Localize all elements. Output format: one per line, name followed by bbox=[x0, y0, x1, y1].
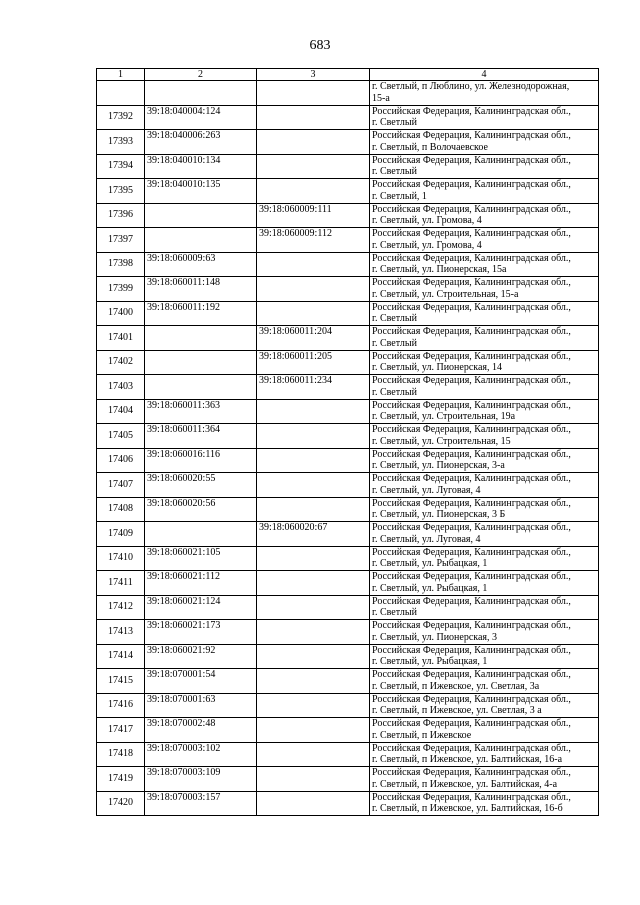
cadastral-number-col2: 39:18:070002:48 bbox=[145, 718, 257, 743]
address-line-1: Российская Федерация, Калининградская обл., bbox=[372, 693, 571, 705]
cadastral-number-col3 bbox=[257, 424, 370, 449]
cadastral-number-col2 bbox=[145, 522, 257, 547]
record-number: 17392 bbox=[97, 105, 145, 130]
record-number: 17409 bbox=[97, 522, 145, 547]
table-row bbox=[97, 522, 599, 547]
record-number: 17399 bbox=[97, 277, 145, 302]
table-row bbox=[97, 252, 599, 277]
cadastral-number-col3 bbox=[257, 571, 370, 596]
record-number: 17400 bbox=[97, 301, 145, 326]
address-line-2: г. Светлый, п Ижевское, ул. Балтийская, 16-а bbox=[372, 754, 563, 766]
table-row bbox=[97, 473, 599, 498]
table-row bbox=[97, 546, 599, 571]
table-row bbox=[97, 154, 599, 179]
cadastral-number-col3 bbox=[257, 277, 370, 302]
address-line-1: Российская Федерация, Калининградская обл., bbox=[372, 571, 571, 582]
cadastral-number-col2: 39:18:060021:124 bbox=[145, 595, 257, 620]
table-row bbox=[97, 718, 599, 743]
address-line-1: Российская Федерация, Калининградская обл., bbox=[372, 375, 571, 386]
cadastral-number-col3 bbox=[257, 179, 370, 204]
cadastral-number-col3: 39:18:060011:204 bbox=[257, 326, 370, 351]
address-cell bbox=[370, 179, 599, 204]
table-row bbox=[97, 595, 599, 620]
address-line-2: г. Светлый, п Ижевское bbox=[372, 729, 472, 741]
cadastral-number-col3 bbox=[257, 767, 370, 792]
cadastral-number-col2: 39:18:060020:55 bbox=[145, 473, 257, 498]
cadastral-number-col3: 39:18:060009:111 bbox=[257, 203, 370, 228]
address-line-2: г. Светлый, ул. Громова, 4 bbox=[372, 215, 482, 227]
record-number: 17412 bbox=[97, 595, 145, 620]
address-line-2: г. Светлый, ул. Строительная, 15-а bbox=[372, 288, 519, 300]
address-line-2: г. Светлый, ул. Строительная, 19а bbox=[372, 411, 516, 423]
address-line-2: г. Светлый, ул. Пионерская, 3 Б bbox=[372, 509, 506, 521]
address-line-2: г. Светлый, п Ижевское, ул. Светлая, 3а bbox=[372, 680, 540, 692]
address-cell bbox=[370, 448, 599, 473]
cadastral-number-col3 bbox=[257, 473, 370, 498]
cadastral-number-col3 bbox=[257, 154, 370, 179]
cadastral-number-col3 bbox=[257, 644, 370, 669]
address-line-2: г. Светлый bbox=[372, 386, 417, 398]
record-number: 17396 bbox=[97, 203, 145, 228]
column-header: 1 bbox=[97, 69, 145, 81]
record-number bbox=[97, 81, 145, 106]
address-cell bbox=[370, 620, 599, 645]
address-line-2: г. Светлый, п Ижевское, ул. Балтийская, 16-б bbox=[372, 803, 563, 815]
address-cell bbox=[370, 203, 599, 228]
table-row bbox=[97, 791, 599, 816]
cadastral-number-col2: 39:18:060021:173 bbox=[145, 620, 257, 645]
address-line-2: г. Светлый, 1 bbox=[372, 190, 427, 202]
address-line-1: Российская Федерация, Калининградская обл., bbox=[372, 595, 571, 607]
address-line-1: Российская Федерация, Калининградская обл., bbox=[372, 252, 571, 264]
record-number: 17406 bbox=[97, 448, 145, 473]
record-number: 17415 bbox=[97, 669, 145, 694]
cadastral-number-col3: 39:18:060020:67 bbox=[257, 522, 370, 547]
table-row bbox=[97, 130, 599, 155]
address-cell bbox=[370, 375, 599, 400]
cadastral-number-col2: 39:18:060011:192 bbox=[145, 301, 257, 326]
record-number: 17404 bbox=[97, 399, 145, 424]
address-line-1: Российская Федерация, Калининградская обл., bbox=[372, 424, 571, 435]
address-line-2: г. Светлый, ул. Рыбацкая, 1 bbox=[372, 558, 488, 570]
address-line-2: г. Светлый bbox=[372, 313, 417, 325]
cadastral-number-col2: 39:18:070001:54 bbox=[145, 669, 257, 694]
cadastral-number-col2: 39:18:070001:63 bbox=[145, 693, 257, 718]
address-line-1: Российская Федерация, Калининградская обл., bbox=[372, 669, 571, 680]
registry-table-body bbox=[97, 69, 599, 816]
address-line-1: Российская Федерация, Калининградская обл., bbox=[372, 301, 571, 313]
cadastral-number-col3: 39:18:060009:112 bbox=[257, 228, 370, 253]
address-cell bbox=[370, 546, 599, 571]
cadastral-number-col2: 39:18:060021:105 bbox=[145, 546, 257, 571]
address-line-1: Российская Федерация, Калининградская обл., bbox=[372, 154, 571, 166]
table-header-row bbox=[97, 69, 599, 81]
cadastral-number-col3 bbox=[257, 669, 370, 694]
record-number: 17419 bbox=[97, 767, 145, 792]
record-number: 17413 bbox=[97, 620, 145, 645]
address-line-1: Российская Федерация, Калининградская обл., bbox=[372, 105, 571, 117]
record-number: 17420 bbox=[97, 791, 145, 816]
address-line-1: Российская Федерация, Калининградская обл., bbox=[372, 277, 571, 288]
cadastral-number-col3 bbox=[257, 252, 370, 277]
cadastral-number-col3 bbox=[257, 595, 370, 620]
address-cell bbox=[370, 693, 599, 718]
address-line-2: г. Светлый, п Ижевское, ул. Светлая, 3 а bbox=[372, 705, 542, 717]
table-row bbox=[97, 326, 599, 351]
address-cell bbox=[370, 399, 599, 424]
address-line-2: г. Светлый, ул. Рыбацкая, 1 bbox=[372, 656, 488, 668]
cadastral-number-col3: 39:18:060011:205 bbox=[257, 350, 370, 375]
cadastral-number-col2 bbox=[145, 203, 257, 228]
address-line-2: г. Светлый, п Ижевское, ул. Балтийская, 4-а bbox=[372, 778, 558, 790]
column-header: 3 bbox=[257, 69, 370, 81]
address-line-1: Российская Федерация, Калининградская обл., bbox=[372, 350, 571, 362]
address-line-2: г. Светлый, ул. Луговая, 4 bbox=[372, 533, 481, 545]
table-row bbox=[97, 424, 599, 449]
address-cell bbox=[370, 644, 599, 669]
address-line-1: г. Светлый, п Люблино, ул. Железнодорожная, bbox=[372, 81, 570, 92]
cadastral-number-col2: 39:18:070003:157 bbox=[145, 791, 257, 816]
cadastral-number-col2: 39:18:060020:56 bbox=[145, 497, 257, 522]
table-row bbox=[97, 767, 599, 792]
record-number: 17408 bbox=[97, 497, 145, 522]
cadastral-number-col2: 39:18:040004:124 bbox=[145, 105, 257, 130]
address-cell bbox=[370, 105, 599, 130]
cadastral-number-col2 bbox=[145, 375, 257, 400]
address-line-2: г. Светлый bbox=[372, 607, 417, 619]
address-cell bbox=[370, 228, 599, 253]
cadastral-number-col3 bbox=[257, 130, 370, 155]
cadastral-number-col2: 39:18:060016:116 bbox=[145, 448, 257, 473]
address-line-1: Российская Федерация, Калининградская обл., bbox=[372, 546, 571, 558]
cadastral-number-col3 bbox=[257, 399, 370, 424]
cadastral-number-col3 bbox=[257, 718, 370, 743]
record-number: 17418 bbox=[97, 742, 145, 767]
address-line-1: Российская Федерация, Калининградская обл., bbox=[372, 522, 571, 533]
table-row bbox=[97, 228, 599, 253]
address-line-1: Российская Федерация, Калининградская обл., bbox=[372, 497, 571, 509]
address-cell bbox=[370, 595, 599, 620]
address-line-2: г. Светлый, ул. Пионерская, 3 bbox=[372, 631, 498, 643]
address-line-2: г. Светлый, ул. Пионерская, 15а bbox=[372, 264, 507, 276]
table-row bbox=[97, 448, 599, 473]
cadastral-number-col2: 39:18:060011:363 bbox=[145, 399, 257, 424]
address-line-1: Российская Федерация, Калининградская обл., bbox=[372, 620, 571, 631]
cadastral-number-col2: 39:18:060011:148 bbox=[145, 277, 257, 302]
cadastral-number-col3 bbox=[257, 105, 370, 130]
table-row bbox=[97, 350, 599, 375]
record-number: 17410 bbox=[97, 546, 145, 571]
table-row bbox=[97, 571, 599, 596]
table-row bbox=[97, 301, 599, 326]
address-line-1: Российская Федерация, Калининградская обл., bbox=[372, 203, 571, 215]
address-line-2: г. Светлый bbox=[372, 117, 417, 129]
record-number: 17405 bbox=[97, 424, 145, 449]
address-line-1: Российская Федерация, Калининградская обл., bbox=[372, 473, 571, 484]
address-cell bbox=[370, 154, 599, 179]
table-row bbox=[97, 399, 599, 424]
table-row bbox=[97, 693, 599, 718]
address-cell bbox=[370, 718, 599, 743]
cadastral-number-col3 bbox=[257, 301, 370, 326]
address-line-2: г. Светлый, ул. Рыбацкая, 1 bbox=[372, 582, 488, 594]
address-line-1: Российская Федерация, Калининградская обл., bbox=[372, 326, 571, 337]
cadastral-number-col3 bbox=[257, 546, 370, 571]
address-cell bbox=[370, 473, 599, 498]
address-line-2: 15-а bbox=[372, 92, 390, 104]
record-number: 17394 bbox=[97, 154, 145, 179]
address-cell bbox=[370, 571, 599, 596]
address-line-1: Российская Федерация, Калининградская обл., bbox=[372, 130, 571, 141]
table-row bbox=[97, 742, 599, 767]
cadastral-number-col2: 39:18:060009:63 bbox=[145, 252, 257, 277]
cadastral-number-col2: 39:18:040010:134 bbox=[145, 154, 257, 179]
cadastral-number-col3 bbox=[257, 742, 370, 767]
address-line-1: Российская Федерация, Калининградская обл., bbox=[372, 228, 571, 239]
record-number: 17401 bbox=[97, 326, 145, 351]
table-row bbox=[97, 620, 599, 645]
cadastral-number-col2 bbox=[145, 350, 257, 375]
cadastral-number-col3 bbox=[257, 791, 370, 816]
address-cell bbox=[370, 742, 599, 767]
address-cell bbox=[370, 350, 599, 375]
cadastral-number-col2 bbox=[145, 228, 257, 253]
table-row bbox=[97, 81, 599, 106]
address-line-2: г. Светлый bbox=[372, 166, 417, 178]
address-line-2: г. Светлый, ул. Пионерская, 14 bbox=[372, 362, 503, 374]
address-line-1: Российская Федерация, Калининградская обл., bbox=[372, 179, 571, 190]
cadastral-number-col2: 39:18:060011:364 bbox=[145, 424, 257, 449]
record-number: 17414 bbox=[97, 644, 145, 669]
cadastral-number-col2: 39:18:060021:112 bbox=[145, 571, 257, 596]
address-cell bbox=[370, 301, 599, 326]
address-line-1: Российская Федерация, Калининградская обл., bbox=[372, 791, 571, 803]
cadastral-number-col3 bbox=[257, 448, 370, 473]
record-number: 17395 bbox=[97, 179, 145, 204]
cadastral-number-col3 bbox=[257, 620, 370, 645]
record-number: 17397 bbox=[97, 228, 145, 253]
table-row bbox=[97, 644, 599, 669]
column-header: 4 bbox=[370, 69, 599, 81]
cadastral-number-col2: 39:18:070003:109 bbox=[145, 767, 257, 792]
table-row bbox=[97, 375, 599, 400]
record-number: 17411 bbox=[97, 571, 145, 596]
table-row bbox=[97, 203, 599, 228]
table-row bbox=[97, 179, 599, 204]
address-line-2: г. Светлый bbox=[372, 337, 417, 349]
record-number: 17402 bbox=[97, 350, 145, 375]
address-line-2: г. Светлый, ул. Строительная, 15 bbox=[372, 435, 511, 447]
cadastral-number-col2 bbox=[145, 81, 257, 106]
address-line-1: Российская Федерация, Калининградская обл., bbox=[372, 644, 571, 656]
record-number: 17393 bbox=[97, 130, 145, 155]
cadastral-number-col2: 39:18:060021:92 bbox=[145, 644, 257, 669]
cadastral-number-col2: 39:18:070003:102 bbox=[145, 742, 257, 767]
address-line-1: Российская Федерация, Калининградская обл., bbox=[372, 767, 571, 778]
address-line-1: Российская Федерация, Калининградская обл., bbox=[372, 742, 571, 754]
address-cell bbox=[370, 767, 599, 792]
cadastral-number-col3 bbox=[257, 693, 370, 718]
address-cell bbox=[370, 326, 599, 351]
column-header: 2 bbox=[145, 69, 257, 81]
cadastral-number-col2: 39:18:040006:263 bbox=[145, 130, 257, 155]
record-number: 17403 bbox=[97, 375, 145, 400]
cadastral-number-col3 bbox=[257, 497, 370, 522]
address-cell bbox=[370, 669, 599, 694]
table-row bbox=[97, 669, 599, 694]
cadastral-number-col2: 39:18:040010:135 bbox=[145, 179, 257, 204]
registry-table bbox=[96, 68, 599, 816]
address-cell bbox=[370, 791, 599, 816]
address-line-2: г. Светлый, ул. Пионерская, 3-а bbox=[372, 460, 505, 472]
record-number: 17407 bbox=[97, 473, 145, 498]
table-row bbox=[97, 105, 599, 130]
address-line-1: Российская Федерация, Калининградская обл., bbox=[372, 718, 571, 729]
address-cell bbox=[370, 252, 599, 277]
address-line-2: г. Светлый, ул. Громова, 4 bbox=[372, 239, 482, 251]
address-line-2: г. Светлый, п Волочаевское bbox=[372, 141, 488, 153]
address-cell bbox=[370, 130, 599, 155]
address-cell bbox=[370, 277, 599, 302]
address-cell bbox=[370, 424, 599, 449]
record-number: 17417 bbox=[97, 718, 145, 743]
table-row bbox=[97, 277, 599, 302]
table-row bbox=[97, 497, 599, 522]
page-number: 683 bbox=[309, 38, 331, 53]
cadastral-number-col3: 39:18:060011:234 bbox=[257, 375, 370, 400]
record-number: 17416 bbox=[97, 693, 145, 718]
record-number: 17398 bbox=[97, 252, 145, 277]
cadastral-number-col2 bbox=[145, 326, 257, 351]
address-cell bbox=[370, 497, 599, 522]
address-cell bbox=[370, 81, 599, 106]
cadastral-number-col3 bbox=[257, 81, 370, 106]
address-line-1: Российская Федерация, Калининградская обл., bbox=[372, 448, 571, 460]
address-line-1: Российская Федерация, Калининградская обл., bbox=[372, 399, 571, 411]
address-cell bbox=[370, 522, 599, 547]
address-line-2: г. Светлый, ул. Луговая, 4 bbox=[372, 484, 481, 496]
